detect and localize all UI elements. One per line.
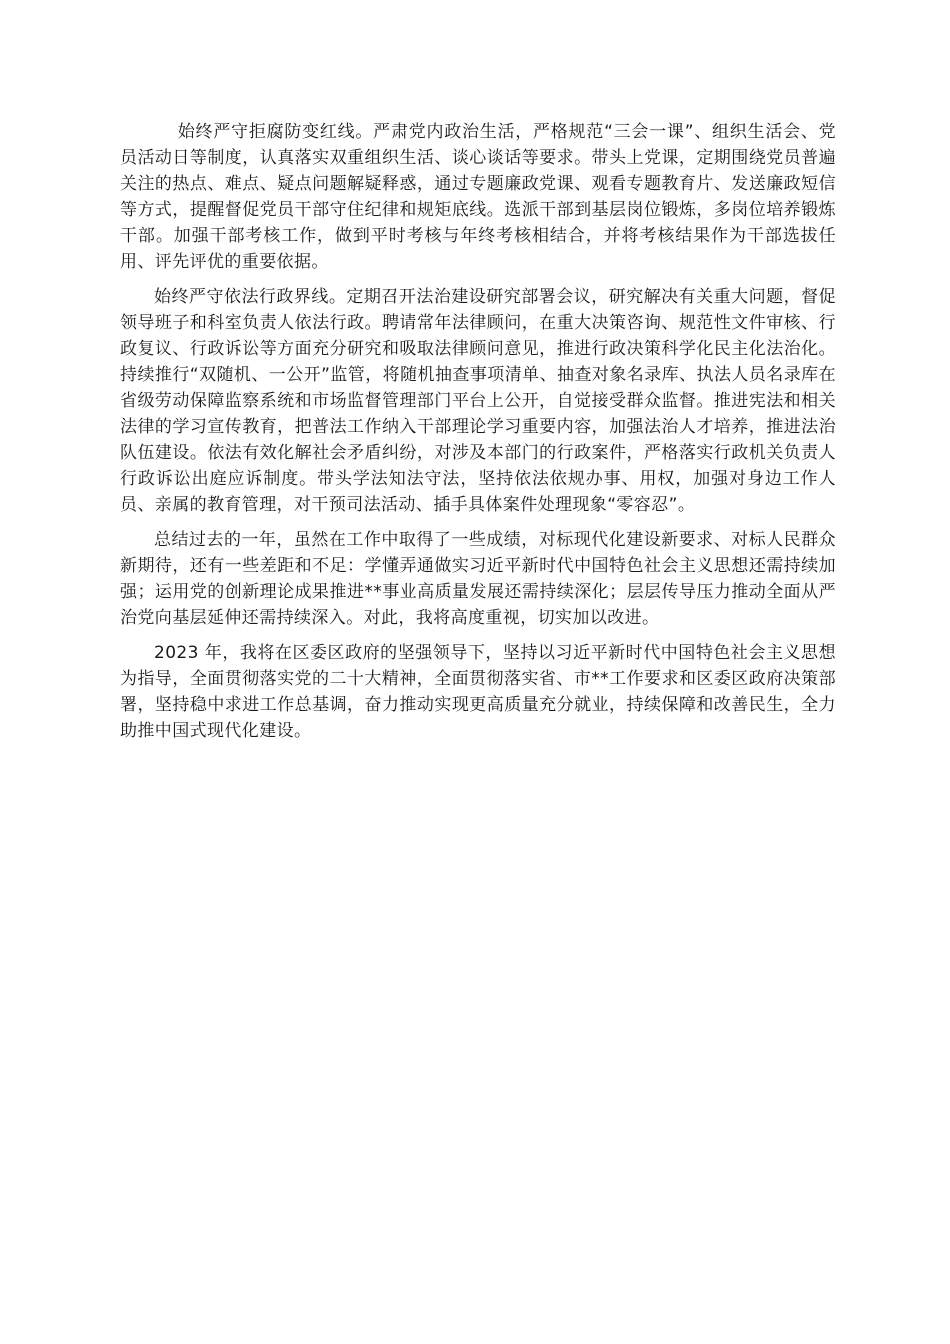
paragraph-2023-plan: 2023 年，我将在区委区政府的坚强领导下，坚持以习近平新时代中国特色社会主义思想为指导，全面贯彻落实党的二十大精神，全面贯彻落实省、市**工作要求和区委区政府决策部署，坚持稳中求进工作总基调，奋力推动实现更高质量充分就业，持续保障和改善民生，全力助推中国式现代化建设。 bbox=[120, 643, 836, 741]
paragraph-rule-of-law: 始终严守依法行政界线。定期召开法治建设研究部署会议，研究解决有关重大问题，督促领导班子和科室负责人依法行政。聘请常年法律顾问，在重大决策咨询、规范性文件审核、行政复议、行政诉讼等方面充分研究和吸取法律顾问意见，推进行政决策科学化民主化法治化。持续推行“双随机、一公开”监管，将随机抽查事项清单、抽查对象名录库、执法人员名录库在省级劳动保障监察系统和市场监督管理部门平台上公开，自觉接受群众监督。推进宪法和相关法律的学习宣传教育，把普法工作纳入干部理论学习重要内容，加强法治人才培养，推进法治队伍建设。依法有效化解社会矛盾纠纷，对涉及本部门的行政案件，严格落实行政机关负责人行政诉讼出庭应诉制度。带头学法知法守法，坚持依法依规办事、用权，加强对身边工作人员、亲属的教育管理，对干预司法活动、插手具体案件处理现象“零容忍”。 bbox=[120, 287, 836, 515]
document-body bbox=[120, 119, 836, 753]
paragraph-anti-corruption: 始终严守拒腐防变红线。严肃党内政治生活，严格规范“三会一课”、组织生活会、党员活动日等制度，认真落实双重组织生活、谈心谈话等要求。带头上党课，定期围绕党员普遍关注的热点、难点、疑点问题解疑释惑，通过专题廉政党课、观看专题教育片、发送廉政短信等方式，提醒督促党员干部守住纪律和规矩底线。选派干部到基层岗位锻炼，多岗位培养锻炼干部。加强干部考核工作，做到平时考核与年终考核相结合，并将考核结果作为干部选拔任用、评先评优的重要依据。 bbox=[120, 122, 836, 272]
paragraph-summary: 总结过去的一年，虽然在工作中取得了一些成绩，对标现代化建设新要求、对标人民群众新期待，还有一些差距和不足：学懂弄通做实习近平新时代中国特色社会主义思想还需持续加强；运用党的创新理论成果推进**事业高质量发展还需持续深化；层层传导压力推动全面从严治党向基层延伸还需持续深入。对此，我将高度重视，切实加以改进。 bbox=[120, 530, 836, 628]
